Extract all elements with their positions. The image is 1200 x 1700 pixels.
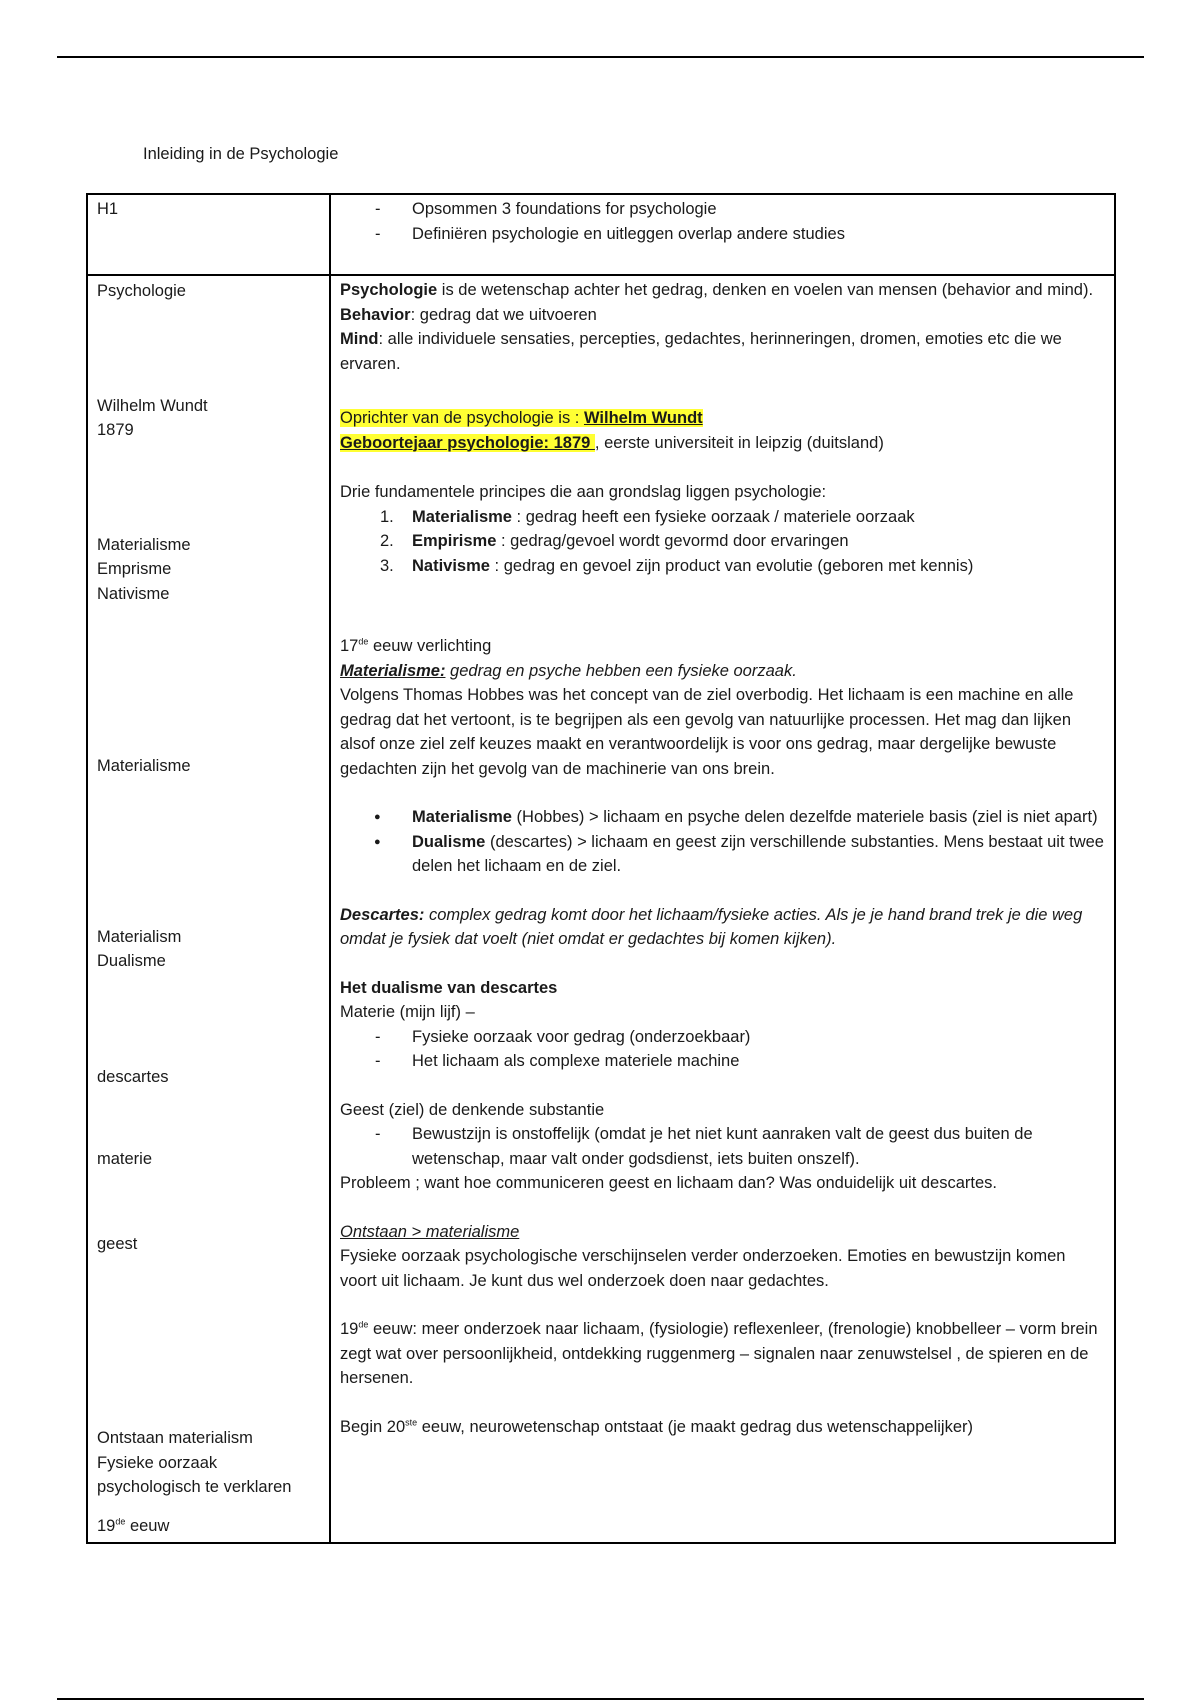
kw-nativisme: Nativisme <box>97 584 170 603</box>
list-item: - Definiëren psychologie en uitleggen overlap andere studies <box>340 222 1105 247</box>
table-row <box>87 275 1115 1543</box>
dualism-heading: Het dualisme van descartes <box>340 978 558 997</box>
chapter-label: H1 <box>97 200 119 218</box>
list-item: 1. Materialisme : gedrag heeft een fysieke oorzaak / materiele oorzaak <box>380 507 915 526</box>
principles-list <box>340 505 1105 579</box>
kw-materialisme: Materialisme <box>97 535 191 554</box>
header-rule <box>57 56 1144 58</box>
materialisme-definition: Materialisme: gedrag en psyche hebben een fysieke oorzaak. <box>340 661 797 680</box>
table-row <box>87 194 1115 275</box>
list-item: - Fysieke oorzaak voor gedrag (onderzoekbaar) <box>340 1025 1105 1050</box>
problem-line: Probleem ; want hoe communiceren geest en lichaam dan? Was onduidelijk uit descartes. <box>340 1174 997 1192</box>
birth-year-line: Geboortejaar psychologie: 1879 , eerste universiteit in leipzig (duitsland) <box>340 433 884 452</box>
kw-psychologie: Psychologie <box>97 282 186 300</box>
ontstaan-paragraph: Fysieke oorzaak psychologische verschijnselen verder onderzoeken. Emoties en bewustzijn komen voort uit lichaam. Je kunt dus wel onderzoek doen naar gedachtes. <box>340 1247 1066 1290</box>
kw-emprisme: Emprisme <box>97 560 172 578</box>
keyword-cell <box>87 275 330 1543</box>
enlightenment-line: 17de eeuw verlichting <box>340 636 492 655</box>
kw-fysieke: Fysieke oorzaak <box>97 1453 218 1472</box>
materie-line: Materie (mijn lijf) – <box>340 1003 475 1021</box>
behavior-definition: Behavior: gedrag dat we uitvoeren <box>340 305 597 324</box>
list-item: ● Dualisme (descartes) > lichaam en geest zijn verschillende substanties. Mens bestaat uit twee delen het lichaam en de ziel. <box>340 830 1105 879</box>
objectives-cell <box>330 194 1115 275</box>
mind-definition: Mind: alle individuele sensaties, percepties, gedachtes, herinneringen, dromen, emoties etc die we ervaren. <box>340 330 1062 373</box>
objectives-list <box>340 197 1105 246</box>
materie-list <box>340 1025 1105 1074</box>
principles-intro: Drie fundamentele principes die aan grondslag liggen psychologie: <box>340 483 827 501</box>
kw-dualisme: Dualisme <box>97 952 166 970</box>
list-item: 2. Empirisme : gedrag/gevoel wordt gevormd door ervaringen <box>380 532 849 550</box>
psychologie-definition: Psychologie is de wetenschap achter het gedrag, denken en voelen van mensen (behavior and mind). <box>340 281 1094 299</box>
chapter-cell <box>87 194 330 275</box>
kw-materie: materie <box>97 1150 153 1168</box>
list-item: - Het lichaam als complexe materiele machine <box>340 1049 1105 1074</box>
document-title: Inleiding in de Psychologie <box>143 145 339 163</box>
theory-list <box>340 805 1105 879</box>
geest-line: Geest (ziel) de denkende substantie <box>340 1100 605 1119</box>
list-item: 3. Nativisme : gedrag en gevoel zijn product van evolutie (geboren met kennis) <box>380 556 974 575</box>
list-item: - Bewustzijn is onstoffelijk (omdat je het niet kunt aanraken valt de geest dus buiten de wetenschap, maar valt onder godsdienst, iets buiten onszelf). <box>340 1122 1105 1171</box>
kw-wundt: Wilhelm Wundt <box>97 396 208 415</box>
hobbes-paragraph: Volgens Thomas Hobbes was het concept van de ziel overbodig. Het lichaam is een machine en alle gedrag dat het vertoont, is te begrijpen als een gevolg van natuurlijke processen. Het mag dan lijken alsof onze ziel zelf keuzes maakt en verantwoordelijk is voor ons gedrag, maar dergelijke bewuste gedachten zijn het gevolg van de machinerie van ons brein. <box>340 686 1074 778</box>
kw-year: 1879 <box>97 421 134 439</box>
kw-geest: geest <box>97 1234 138 1253</box>
descartes-paragraph: Descartes: complex gedrag komt door het lichaam/fysieke acties. Als je je hand brand trek je die weg omdat je fysiek dat voelt (niet omdat er gedachtes bij komen kijken). <box>340 905 1083 948</box>
list-item: - Opsommen 3 foundations for psychologie <box>340 197 1105 222</box>
ontstaan-heading: Ontstaan > materialisme <box>340 1222 520 1241</box>
list-item: ● Materialisme (Hobbes) > lichaam en psyche delen dezelfde materiele basis (ziel is niet apart) <box>340 805 1105 830</box>
founder-line: Oprichter van de psychologie is : Wilhelm Wundt <box>340 409 703 427</box>
kw-19de-eeuw: 19de eeuw <box>97 1516 170 1535</box>
19th-century-paragraph: 19de eeuw: meer onderzoek naar lichaam, (fysiologie) reflexenleer, (frenologie) knobbelleer – vorm brein zegt wat over persoonlijkheid, ontdekking ruggenmerg – signalen naar zenuwstelsel , de spieren en de hersenen. <box>340 1319 1098 1387</box>
kw-psychologisch: psychologisch te verklaren <box>97 1478 292 1496</box>
kw-descartes: descartes <box>97 1067 169 1086</box>
kw-ontstaan: Ontstaan materialism <box>97 1429 253 1447</box>
kw-materialism: Materialism <box>97 927 182 946</box>
geest-list <box>340 1122 1105 1171</box>
kw-materialisme-2: Materialisme <box>97 757 191 775</box>
20th-century-line: Begin 20ste eeuw, neurowetenschap ontstaat (je maakt gedrag dus wetenschappelijker) <box>340 1417 973 1436</box>
notes-table <box>86 193 1116 1544</box>
content-cell <box>330 275 1115 1543</box>
